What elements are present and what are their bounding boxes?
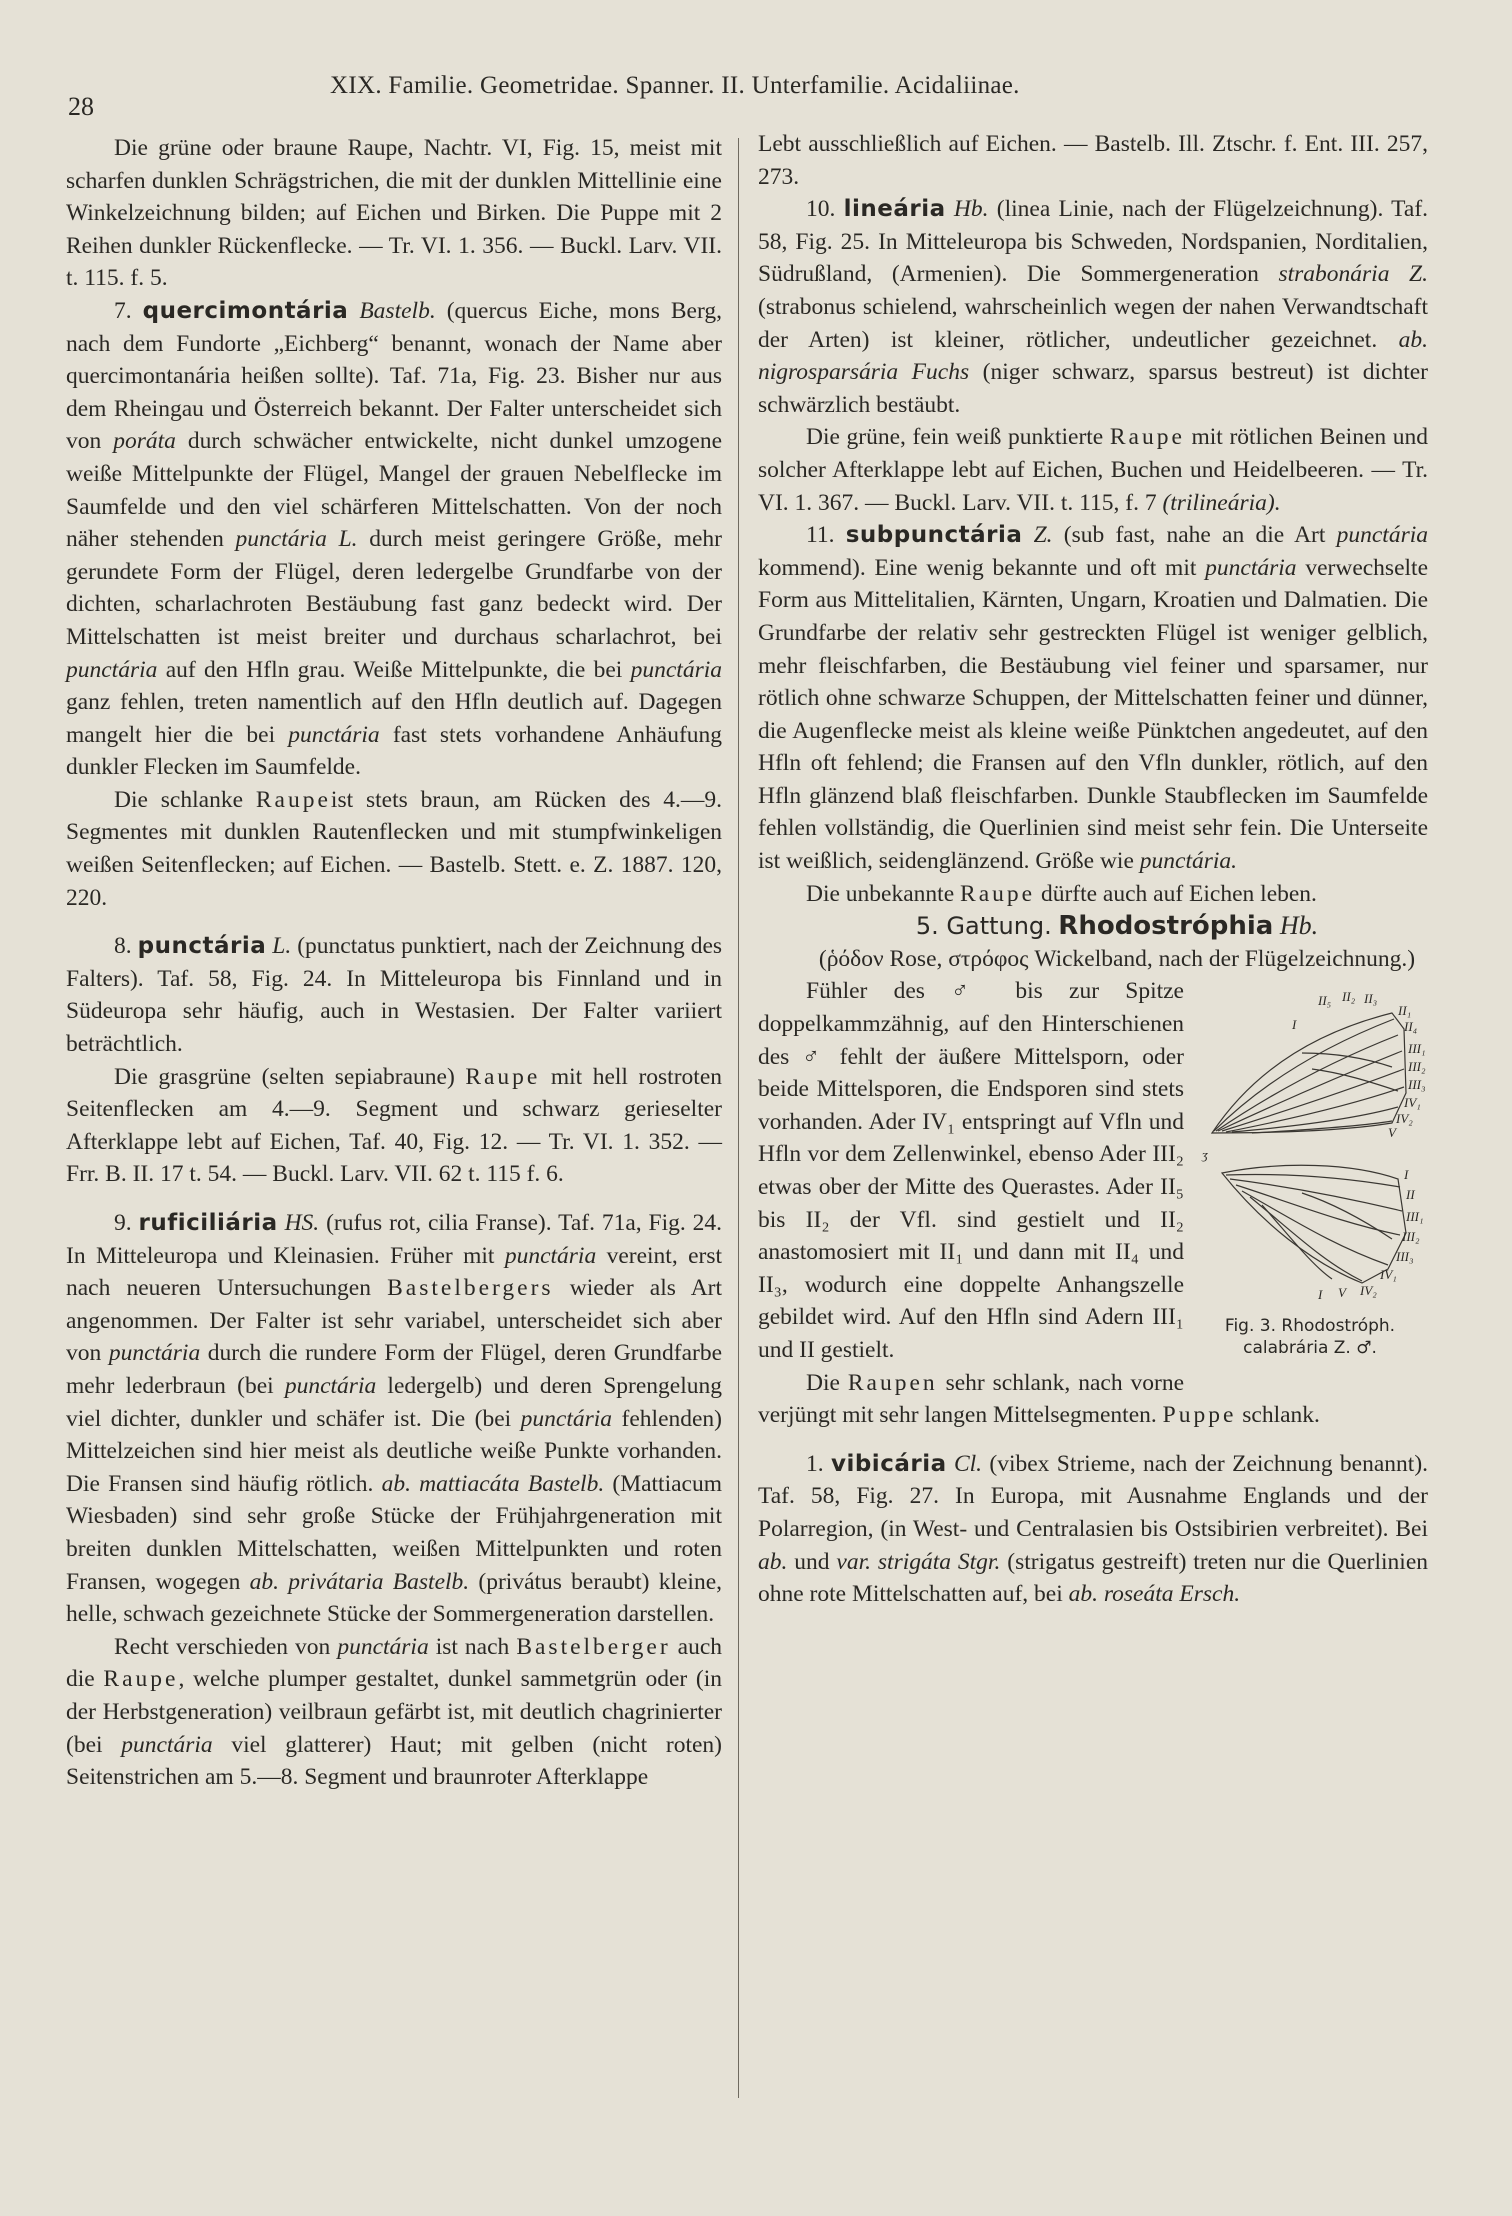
genus-etymology: (ῥόδον Rose, στρόφος Wickelband, nach der Flügelzeichnung.) — [818, 945, 1416, 972]
species-name: subpunctária — [845, 522, 1023, 549]
species-text: (privátus beraubt) kleine, helle, schwach gezeichnete Stücke der Sommergeneration darstellen. — [66, 1568, 723, 1628]
species-name: vibicária — [830, 1450, 947, 1477]
species-7 — [66, 295, 722, 784]
species-text: durch schwächer entwickelte, nicht dunkel umzogene weiße Mittelpunkte der Flügel, Mangel der grauen Nebelflecke im Saumfelde und den viel schärferen Mittelschatten. Von der noch näher stehenden — [66, 428, 723, 553]
species-number: 7. — [114, 297, 132, 324]
species-name: lineária — [843, 196, 946, 223]
right-column — [758, 128, 1428, 1611]
larva-keyword: Raupe — [255, 786, 331, 813]
italic-name: punctária — [108, 1340, 201, 1367]
vein-label: IV₂ — [1360, 1283, 1377, 1299]
vein-label: ʒ — [1202, 1147, 1208, 1163]
species-number: 8. — [114, 933, 132, 960]
species-number: 1. — [806, 1450, 824, 1477]
vein-label: III₁ — [1408, 1041, 1426, 1057]
species-number: 11. — [806, 522, 835, 549]
species-author: Cl. — [953, 1450, 983, 1477]
italic-name: punctária — [121, 1731, 213, 1758]
larva-text: ist stets braun, am Rücken des 4.—9. Segmentes mit dunklen Rautenflecken und mit stumpfwinkeligen weißen Seitenflecken; auf Eichen. — Bastelb. Stett. e. Z. 1887. 120, 220. — [66, 786, 723, 911]
larva-keyword: Raupe — [103, 1666, 179, 1693]
italic-name: punctária — [520, 1405, 613, 1432]
species-text: vereint, erst nach neueren Untersuchungen — [66, 1242, 723, 1302]
species-text: (linea Linie, nach der Flügelzeichnung). Taf. 58, Fig. 25. In Mitteleuropa bis Schweden, Nordspanien, Norditalien, Südrußland, (Armenien). Die Sommergeneration — [758, 196, 1429, 288]
wing-venation-figure — [1192, 983, 1428, 1375]
larva-text: Die schlanke — [114, 786, 244, 813]
species-text: und — [794, 1548, 830, 1575]
species-number: 9. — [114, 1210, 132, 1236]
larva-text: mit hell rostroten Seitenflecken am 4.—9. Segment und schwarz gerieselter Afterklappe lebt auf Eichen, Taf. 40, Fig. 12. — Tr. VI. 1. 352. — Frr. B. II. 17 t. 54. — Buckl. Larv. VII. 62 t. 115 f. 6. — [66, 1063, 722, 1188]
larva-text: ist nach — [435, 1633, 510, 1660]
vein-label: II — [1406, 1187, 1415, 1203]
vein-label: I — [1404, 1167, 1409, 1183]
species-text: (strigatus gestreift) treten nur die Querlinien ohne rote Mittelschatten auf, bei — [758, 1548, 1428, 1608]
species-text: ledergelb) und deren Sprengelung viel dichter, dunkler und schäfer ist. Die (bei — [66, 1372, 723, 1432]
larva-text: mit rötlichen Beinen und solcher Afterklappe lebt auf Eichen, Buchen und Heidelbeeren. — Tr. VI. 1. 367. — Buckl. Larv. VII. t. 115, f. 7 — [758, 424, 1428, 516]
italic-name: punctária L. — [235, 526, 358, 553]
italic-name: punctária — [288, 721, 380, 748]
figure-caption — [1192, 1315, 1428, 1359]
italic-name: poráta — [113, 428, 176, 455]
italic-name: punctária — [504, 1242, 597, 1269]
larva-keyword: Raupe — [960, 880, 1036, 907]
species-author: Hb. — [953, 196, 989, 223]
italic-name: ab. nigrosparsária Fuchs — [758, 326, 1429, 386]
italic-name: punctária — [1336, 522, 1429, 549]
vein-label: I — [1318, 1287, 1323, 1303]
species-name: punctária — [137, 933, 267, 960]
italic-name: ab. — [758, 1548, 788, 1575]
species-number: 10. — [806, 196, 836, 223]
larva-text: Die grasgrüne (selten sepiabraune) — [114, 1063, 455, 1090]
italic-name: punctária. — [1139, 848, 1238, 875]
spaced-name: Bastelbergers — [387, 1275, 554, 1302]
larva-keyword: Raupe — [1109, 424, 1185, 451]
species-text: (punctatus punktiert, nach der Zeichnung des Falters). Taf. 58, Fig. 24. In Mitteleuropa bis Finnland und in Südeuropa sehr häufig, auch in Westasien. Der Falter variiert beträchtlich. — [66, 933, 723, 1058]
vein-label: III₂ — [1402, 1229, 1420, 1245]
vein-label: I — [1292, 1017, 1297, 1033]
species-10-larva — [758, 421, 1428, 519]
italic-name: punctária — [1205, 554, 1297, 581]
italic-name: strabonária Z. — [1278, 261, 1428, 288]
species-8-larva — [66, 1061, 722, 1191]
species-text: durch die rundere Form der Flügel, deren Grundfarbe mehr lederbraun (bei — [66, 1340, 723, 1399]
genus-larva — [758, 1367, 1428, 1432]
vein-label: V — [1338, 1285, 1346, 1301]
species-text: (rufus rot, cilia Franse). Taf. 71a, Fig. 24. In Mitteleuropa und Kleinasien. Früher mit — [66, 1210, 723, 1269]
species-text: verwechselte Form aus Mittelitalien, Kärnten, Ungarn, Kroatien und Dalmatien. Die Grundfarbe der relativ sehr gestreckten Flügel ist weniger gelblich, mehr fleischfarben, die Bestäubung viel feiner und sparsamer, nur rötlich ohne schwarze Schuppen, der Mittelschatten feiner und dünner, die Augenflecke meist als kleine weiße Pünktchen angedeutet, auf den Hfln oft fehlend; die Fransen auf den Vfln dunkler, rötlich, auf den Hfln glänzend blaß fleischfarben. Dunkle Staubflecken im Saumfelde fehlen vollständig, die Querlinien sind meist sehr fein. Die Unterseite ist weißlich, seidenglänzend. Größe wie — [758, 554, 1428, 875]
species-text: (quercus Eiche, mons Berg, nach dem Fundorte „Eichberg“ benannt, wonach der Name aber quercimontanária heißen sollte). Taf. 71a, Fig. 23. Bisher nur aus dem Rheingau und Österreich bekannt. Der Falter unterscheidet sich von — [66, 297, 723, 455]
italic-name: punctária — [630, 656, 723, 683]
species-text: (Mattiacum Wiesbaden) sind sehr große Stücke der Frühjahrgeneration mit breiten dunklen Mittelschatten, weißen Mittelpunkten und roten Fransen, wogegen — [66, 1470, 723, 1595]
vein-label: II₁ — [1398, 1003, 1412, 1019]
vein-label: III₁ — [1406, 1209, 1424, 1225]
pupa-text: schlank. — [1242, 1402, 1320, 1429]
larva-text: , welche plumper gestaltet, dunkel sammetgrün oder (in der Herbstgeneration) veilbraun gefärbt ist, mit deutlich chagrinierter (bei — [66, 1666, 722, 1758]
figure-caption-line: calabrária Z. ♂. — [1243, 1338, 1377, 1359]
genus-description: Fühler des ♂ bis zur Spitze doppelkammzähnig, auf den Hinterschienen des ♂ fehlt der äußere Mittelsporn, oder beide Mittelsporen, die Endsporen sind stets vorhanden. Ader IV₁ entspringt auf Vfln und Hfln vor dem Zellenwinkel, ebenso Ader III₂ etwas ober der Mitte des Querastes. Ader II₅ bis II₂ der Vfl. sind gestielt und II₂ anastomosiert mit II₁ und dann mit II₄ und II₃, wodurch eine doppelte Anhangszelle gebildet wird. Auf den Hfln sind Adern III₁ und II gestielt. — [758, 978, 1184, 1363]
larva-keyword: Raupe — [465, 1063, 541, 1090]
larva-text: Die grüne, fein weiß punktierte — [806, 424, 1104, 451]
species-author: HS. — [284, 1210, 320, 1236]
species-1 — [758, 1448, 1428, 1611]
larva-text: dürfte auch auf Eichen leben. — [1040, 880, 1317, 907]
vein-label: II₃ — [1364, 991, 1378, 1007]
vein-label: II₂ — [1342, 989, 1356, 1005]
larva-text: Die — [806, 1369, 840, 1396]
species-text: wieder als Art angenommen. Der Falter ist sehr variabel, unterscheidet sich aber von — [66, 1275, 723, 1367]
species-text: fehlenden) Mittelzeichen sind hier meist als deutliche weiße Punkte vorhanden. Die Fransen sind häufig rötlich. — [66, 1405, 723, 1497]
wing-venation-drawing — [1192, 983, 1428, 1313]
genus-author: Hb. — [1279, 911, 1319, 941]
figure-caption-line: Fig. 3. Rhodostróph. — [1224, 1316, 1396, 1337]
italic-name: ab. mattiacáta Bastelb. — [381, 1470, 605, 1497]
species-name: ruficiliária — [138, 1210, 278, 1236]
pupa-keyword: Puppe — [1162, 1402, 1237, 1429]
italic-name: (trilineária). — [1162, 489, 1281, 516]
italic-name: punctária — [337, 1633, 429, 1660]
italic-name: var. strigáta Stgr. — [836, 1548, 1001, 1575]
species-author: Bastelb. — [359, 297, 436, 324]
species-11 — [758, 519, 1428, 878]
species-text: durch meist geringere Größe, mehr gerundete Form der Flügel, deren ledergelbe Grundfarbe von der dichten, scharlachroten Bestäubung fast ganz bedeckt wird. Der Mittelschatten ist meist breiter und durchaus scharlachrot, bei — [66, 526, 722, 650]
vein-label: III₃ — [1408, 1077, 1426, 1093]
genus-name: Rhodostróphia — [1058, 911, 1274, 942]
left-column — [66, 132, 722, 1794]
vein-label: II₄ — [1404, 1019, 1418, 1035]
species-text: auf den Hfln grau. Weiße Mittelpunkte, die bei — [165, 656, 623, 683]
spaced-name: Bastelberger — [516, 1633, 671, 1660]
species-text: (sub fast, nahe an die Art — [1063, 522, 1326, 549]
vein-label: V — [1388, 1125, 1396, 1141]
species-9-larva — [66, 1631, 722, 1794]
page-number: 28 — [68, 92, 94, 121]
species-author: Z. — [1033, 522, 1053, 549]
species-8 — [66, 930, 722, 1060]
species-text: kommend). Eine wenig bekannte und oft mit — [758, 554, 1197, 581]
species-10 — [758, 193, 1428, 421]
larva-keyword: Raupen — [847, 1369, 938, 1396]
larva-text: sehr schlank, nach vorne verjüngt mit sehr langen Mittelsegmenten. — [758, 1369, 1185, 1429]
species-7-larva — [66, 784, 722, 914]
species-11-larva — [758, 878, 1428, 911]
species-9 — [66, 1207, 722, 1631]
vein-label: IV₂ — [1396, 1111, 1413, 1127]
larva-text: viel glatterer) Haut; mit gelben (nicht roten) Seitenstrichen am 5.—8. Segment und braunroter Afterklappe — [66, 1731, 722, 1791]
running-title: XIX. Familie. Geometridae. Spanner. II. Unterfamilie. Acidaliinae. — [330, 72, 1020, 99]
column-divider — [738, 138, 739, 2098]
larva-description: Die grüne oder braune Raupe, Nachtr. VI, Fig. 15, meist mit scharfen dunklen Schrägstrichen, die mit der dunklen Mittellinie eine Winkelzeichnung bilden; auf Eichen und Birken. Die Puppe mit 2 Reihen dunkler Rückenflecke. — Tr. VI. 1. 356. — Buckl. Larv. VII. t. 115. f. 5. — [66, 135, 722, 292]
vein-label: II₅ — [1318, 993, 1332, 1009]
vein-label: III₃ — [1396, 1249, 1414, 1265]
larva-text: Die unbekannte — [806, 880, 955, 907]
italic-name: ab. privátaria Bastelb. — [249, 1568, 470, 1595]
genus-heading — [758, 910, 1428, 943]
species-text: ganz fehlen, treten namentlich auf den Hfln deutlich auf. Dagegen mangelt hier die bei — [66, 689, 722, 748]
species-name: quercimontária — [142, 297, 349, 324]
page-header — [68, 70, 1448, 121]
italic-name: punctária — [284, 1372, 377, 1399]
larva-text: Recht verschieden von — [114, 1633, 331, 1660]
italic-name: punctária — [66, 656, 158, 683]
species-text: (niger schwarz, sparsus bestreut) ist dichter schwärzlich bestäubt. — [758, 359, 1429, 418]
continuation-text: Lebt ausschließlich auf Eichen. — Bastelb. Ill. Ztschr. f. Ent. III. 257, 273. — [758, 131, 1428, 190]
larva-text: auch die — [66, 1633, 723, 1693]
italic-name: ab. roseáta Ersch. — [1068, 1581, 1241, 1608]
genus-label: 5. Gattung. — [915, 912, 1052, 941]
vein-label: IV₁ — [1404, 1095, 1421, 1111]
species-text: fast stets vorhandene Anhäufung dunkler Flecken im Saumfelde. — [66, 721, 723, 781]
vein-label: III₂ — [1408, 1059, 1426, 1075]
vein-label: IV₁ — [1380, 1267, 1397, 1283]
species-author: L. — [272, 933, 292, 960]
species-text: (strabonus schielend, wahrscheinlich wegen der nahen Verwandtschaft der Arten) ist kleiner, rötlicher, undeutlicher gezeichnet. — [758, 293, 1428, 353]
species-text: (vibex Strieme, nach der Zeichnung benannt). Taf. 58, Fig. 27. In Europa, mit Ausnahme Englands und der Polarregion, (in West- und Centralasien bis Ostsibirien verbreitet). Bei — [758, 1450, 1429, 1542]
